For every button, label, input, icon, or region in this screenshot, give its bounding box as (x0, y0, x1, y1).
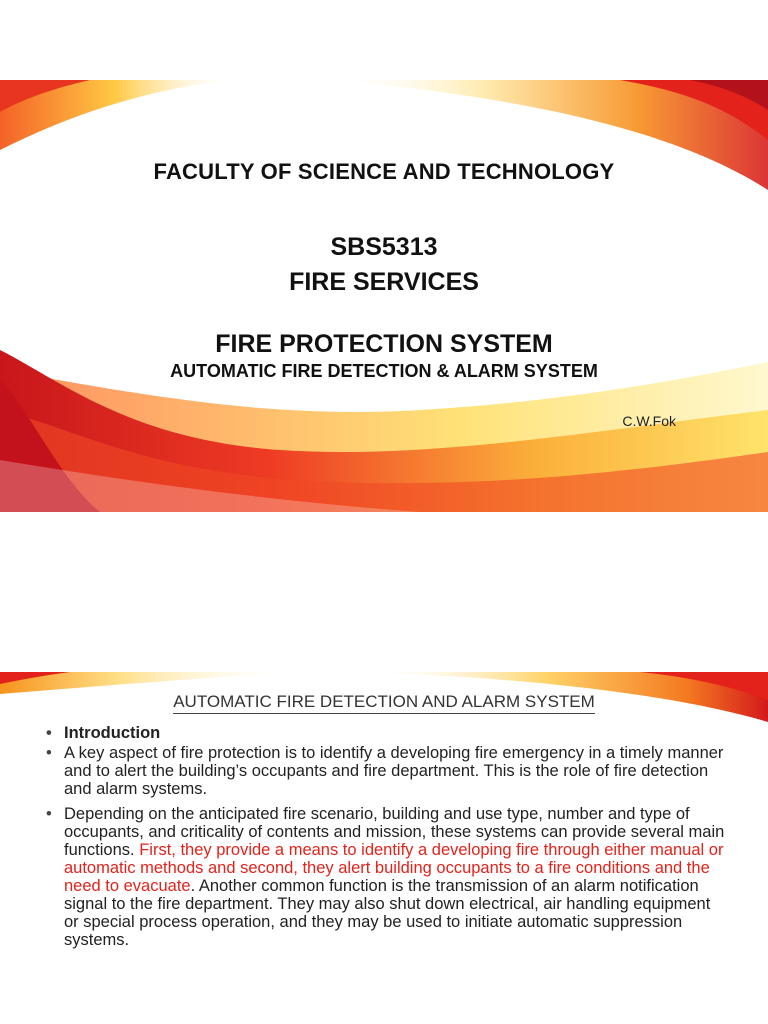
author-name: C.W.Fok (622, 413, 676, 429)
bullet-introduction: • Introduction (46, 724, 726, 742)
bullet-text: Depending on the anticipated fire scenario, building and use type, number and type of occupants, and criticality of contents and mission, these systems can provide several main functions. (64, 805, 725, 859)
highlighted-text: First, they provide a means to identify a developing fire through either manual or automatic methods and second, they alert building occupants to a fire conditions and the need to evacuate (64, 841, 724, 895)
course-code: SBS5313 (330, 233, 438, 261)
slide-subtitle: AUTOMATIC FIRE DETECTION & ALARM SYSTEM (170, 361, 598, 381)
bullet-text: . Another common function is the transmission of an alarm notification signal to the fire department. They may also shut down electrical, air handling equipment or special process operation, and they may be used to initiate automatic suppression systems. (64, 877, 711, 949)
title-slide (0, 80, 768, 512)
bullet-list (46, 724, 726, 956)
course-name: FIRE SERVICES (289, 268, 479, 296)
slide-heading-text: AUTOMATIC FIRE DETECTION AND ALARM SYSTEM (173, 692, 595, 714)
introduction-slide (0, 672, 768, 1024)
faculty-heading: FACULTY OF SCIENCE AND TECHNOLOGY (153, 159, 615, 184)
bullet-item (46, 805, 726, 949)
slide-title: FIRE PROTECTION SYSTEM (215, 330, 553, 358)
bullet-item: • A key aspect of fire protection is to identify a developing fire emergency in a timely manner and to alert the building’s occupants and fire department. This is the role of fire detection and alarm systems. (46, 744, 726, 798)
slide-heading (0, 692, 768, 712)
